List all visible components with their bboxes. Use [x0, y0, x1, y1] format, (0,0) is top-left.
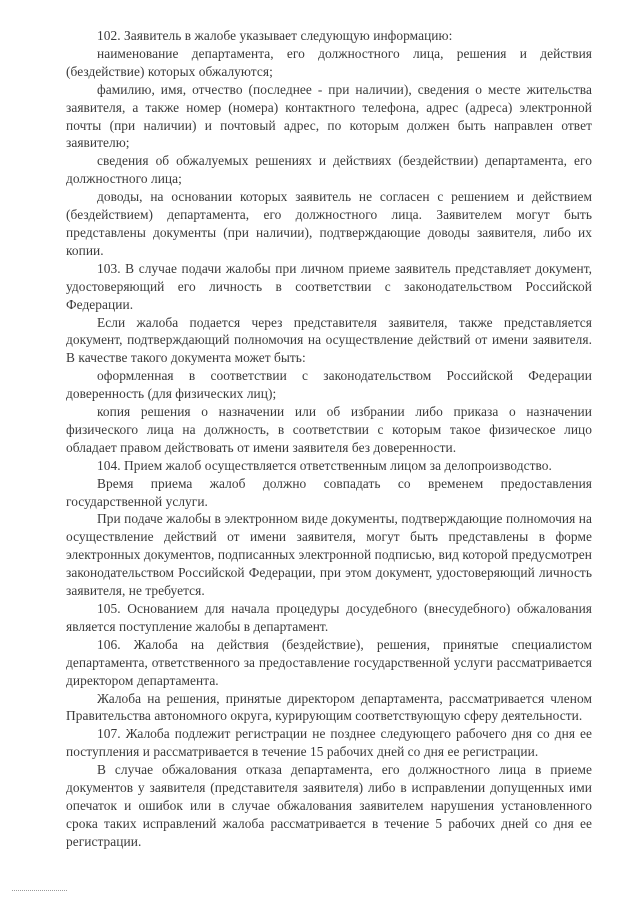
paragraph-reception-time: Время приема жалоб должно совпадать со временем предоставления государственной услуги. [66, 475, 592, 509]
footer-divider [12, 890, 67, 891]
paragraph-representative: Если жалоба подается через представителя заявителя, также представляется документ, подтверждающий полномочия на осуществление действий от имени заявителя. В качестве такого документа может быть: [66, 314, 592, 366]
paragraph-103-personal-reception: 103. В случае подачи жалобы при личном приеме заявитель представляет документ, удостоверяющий его личность в соответствии с законодательством Российской Федерации. [66, 260, 592, 312]
paragraph-104-reception: 104. Прием жалоб осуществляется ответственным лицом за делопроизводство. [97, 457, 552, 473]
paragraph-arguments: доводы, на основании которых заявитель не согласен с решением и действием (бездействием) департамента, его должностного лица. Заявителем могут быть представлены документы (при наличии), подтверждающие доводы заявителя, либо их копии. [66, 189, 592, 258]
paragraph-department-name: наименование департамента, его должностного лица, решения и действия (бездействие) которых обжалуются; [66, 45, 592, 79]
paragraph-power-of-attorney: оформленная в соответствии с законодательством Российской Федерации доверенность (для физических лиц); [66, 368, 592, 402]
paragraph-appealed-decisions: сведения об обжалуемых решениях и действиях (бездействии) департамента, его должностного лица; [66, 153, 592, 187]
paragraph-electronic-submission: При подаче жалобы в электронном виде документы, подтверждающие полномочия на осуществление действий от имени заявителя, могут быть представлены в форме электронных документов, подписанных электронной подписью, вид которой предусмотрен законодательством Российской Федерации, при этом документ, удостоверяющий личность заявителя, не требуется. [66, 511, 592, 599]
paragraph-appointment-copy: копия решения о назначении или об избрании либо приказа о назначении физического лица на должность, в соответствии с которым такое физическое лицо обладает правом действовать от имени заявителя без доверенности. [66, 404, 592, 455]
paragraph-applicant-details: фамилию, имя, отчество (последнее - при наличии), сведения о месте жительства заявителя, а также номер (номера) контактного телефона, адрес (адреса) электронной почты (при наличии) и почтовый адрес, по которым должен быть направлен ответ заявителю; [66, 81, 592, 151]
paragraph-105-grounds: 105. Основанием для начала процедуры досудебного (внесудебного) обжалования является поступление жалобы в департамент. [66, 601, 592, 634]
paragraph-102-intro: 102. Заявитель в жалобе указывает следующую информацию: [97, 28, 453, 43]
paragraph-refusal-appeal: В случае обжалования отказа департамента, его должностного лица в приеме документов у заявителя (представителя заявителя) либо в исправлении допущенных ими опечаток и ошибок или в случае обжалования заявителем нарушения установленного срока таких исправлений жалоба рассматривается в течение 5 рабочих дней со дня ее регистрации. [66, 762, 592, 849]
paragraph-106-review-by-director: 106. Жалоба на действия (бездействие), решения, принятые специалистом департамента, ответственного за предоставление государственной услуги рассматривается директором департамента. [66, 636, 592, 688]
paragraph-107-registration: 107. Жалоба подлежит регистрации не позднее следующего рабочего дня со дня ее поступления и рассматривается в течение 15 рабочих дней со дня ее регистрации. [66, 726, 592, 760]
paragraph-review-by-government: Жалоба на решения, принятые директором департамента, рассматривается членом Правительства автономного округа, курирующим соответствующую сферу деятельности. [66, 690, 592, 724]
